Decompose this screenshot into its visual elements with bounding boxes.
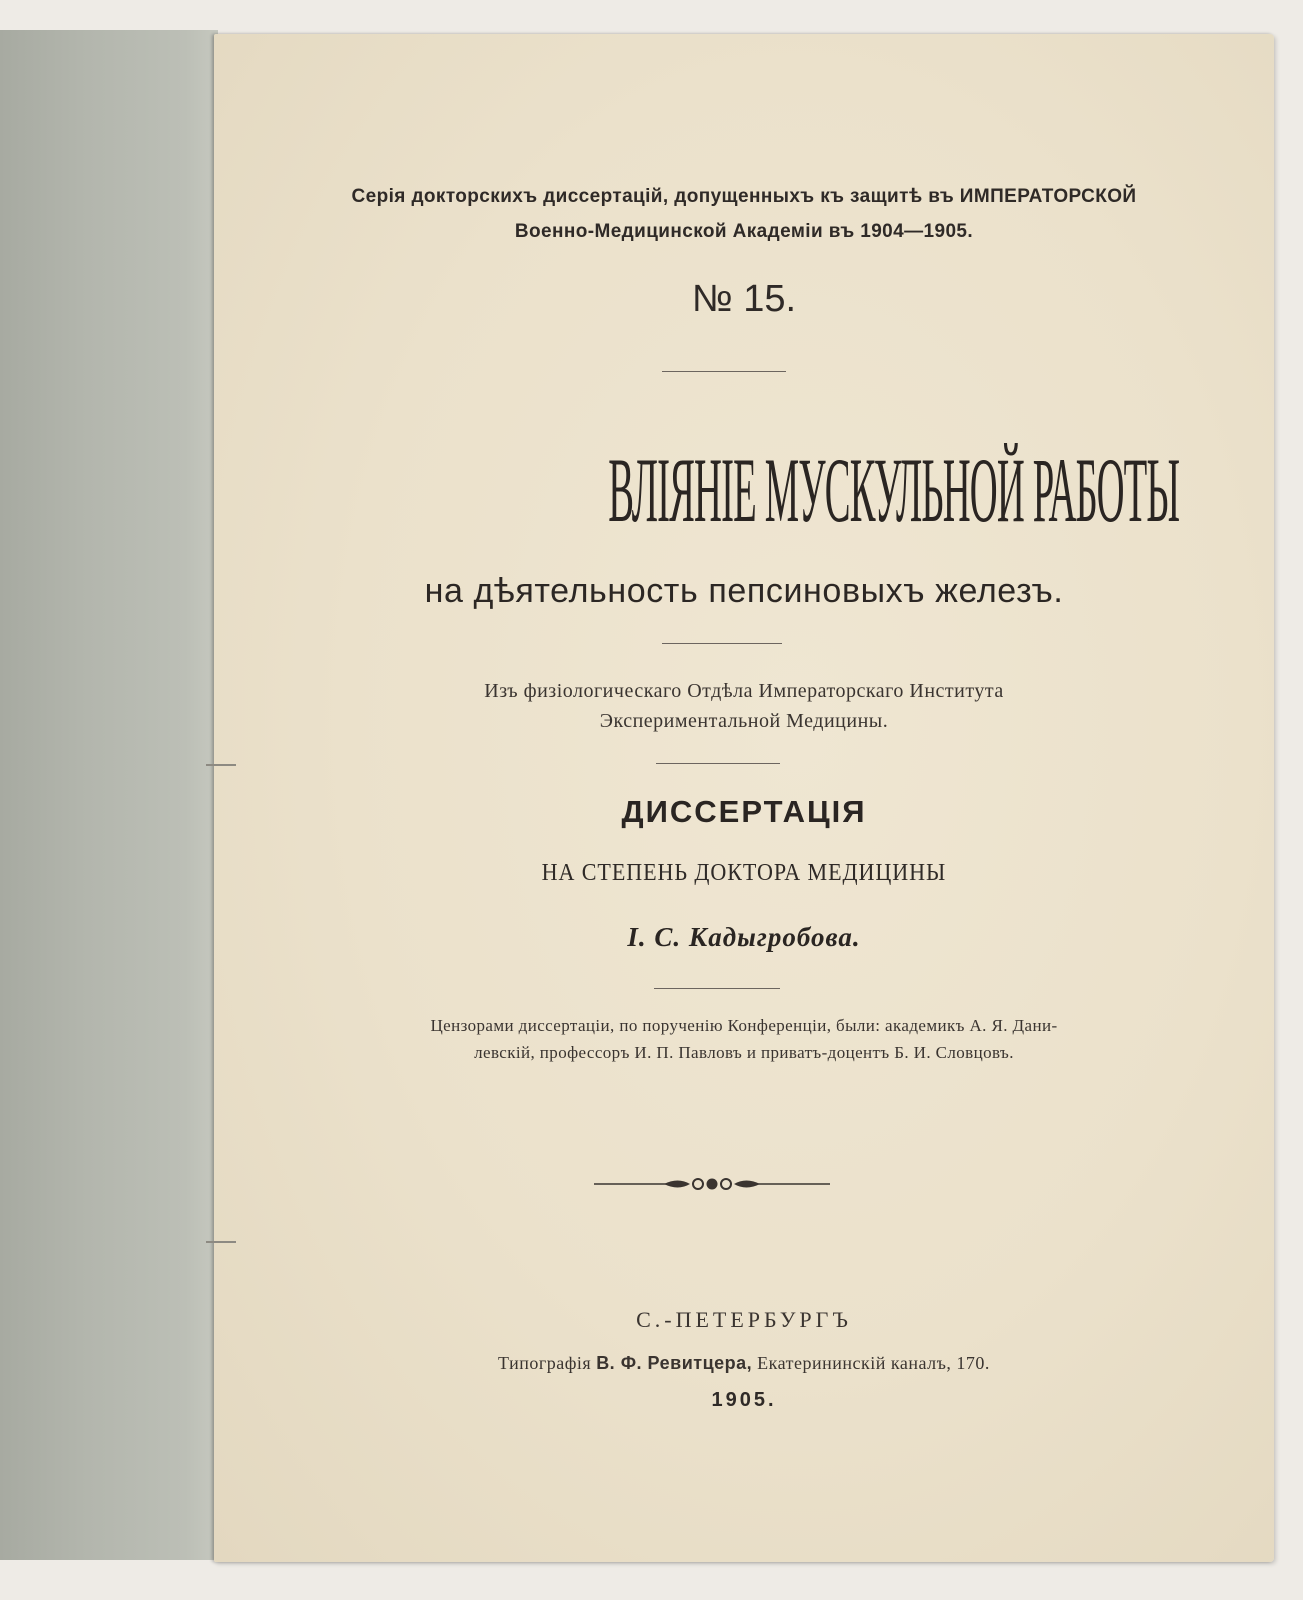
divider-rule bbox=[662, 371, 786, 372]
censors-line-2: левскій, профессоръ И. П. Павловъ и приватъ-доцентъ Б. И. Словцовъ. bbox=[474, 1043, 1014, 1062]
printer-name: В. Ф. Ревитцера, bbox=[596, 1353, 753, 1373]
printer-prefix: Типографія bbox=[498, 1353, 592, 1373]
series-line-1: Серія докторскихъ диссертацій, допущенныхъ къ защитѣ въ ИМПЕРАТОРСКОЙ bbox=[351, 186, 1137, 207]
city: С.-ПЕТЕРБУРГЪ bbox=[636, 1307, 852, 1332]
issue-number: № 15. bbox=[691, 278, 797, 320]
publication-year: 1905. bbox=[711, 1389, 777, 1411]
binding-stitch bbox=[206, 1241, 236, 1243]
binding-stitch bbox=[206, 764, 236, 766]
censors-line-1: Цензорами диссертаціи, по порученію Конференціи, были: академикъ А. Я. Дани- bbox=[430, 1016, 1058, 1035]
ornament-divider bbox=[594, 1172, 830, 1196]
institute-line-1: Изъ физіологическаго Отдѣла Императорскаго Института bbox=[484, 680, 1004, 702]
printer-line bbox=[214, 1353, 1274, 1374]
cover-strip bbox=[0, 30, 218, 1560]
institute-line-2: Экспериментальной Медицины. bbox=[599, 710, 889, 732]
divider-rule bbox=[654, 988, 780, 989]
author-name: І. С. Кадыгробова. bbox=[627, 922, 861, 952]
dissertation-heading: ДИССЕРТАЦІЯ bbox=[621, 794, 867, 829]
printer-address: Екатерининскій каналъ, 170. bbox=[757, 1353, 990, 1373]
divider-rule bbox=[656, 763, 780, 764]
degree-line: НА СТЕПЕНЬ ДОКТОРА МЕДИЦИНЫ bbox=[541, 860, 947, 886]
series-line-2: Военно-Медицинской Академіи въ 1904—1905. bbox=[514, 221, 974, 242]
divider-rule bbox=[662, 643, 782, 644]
title: ВЛІЯНІЕ МУСКУЛЬНОЙ РАБОТЫ bbox=[608, 439, 1180, 541]
subtitle: на дѣятельность пепсиновыхъ железъ. bbox=[424, 572, 1064, 610]
